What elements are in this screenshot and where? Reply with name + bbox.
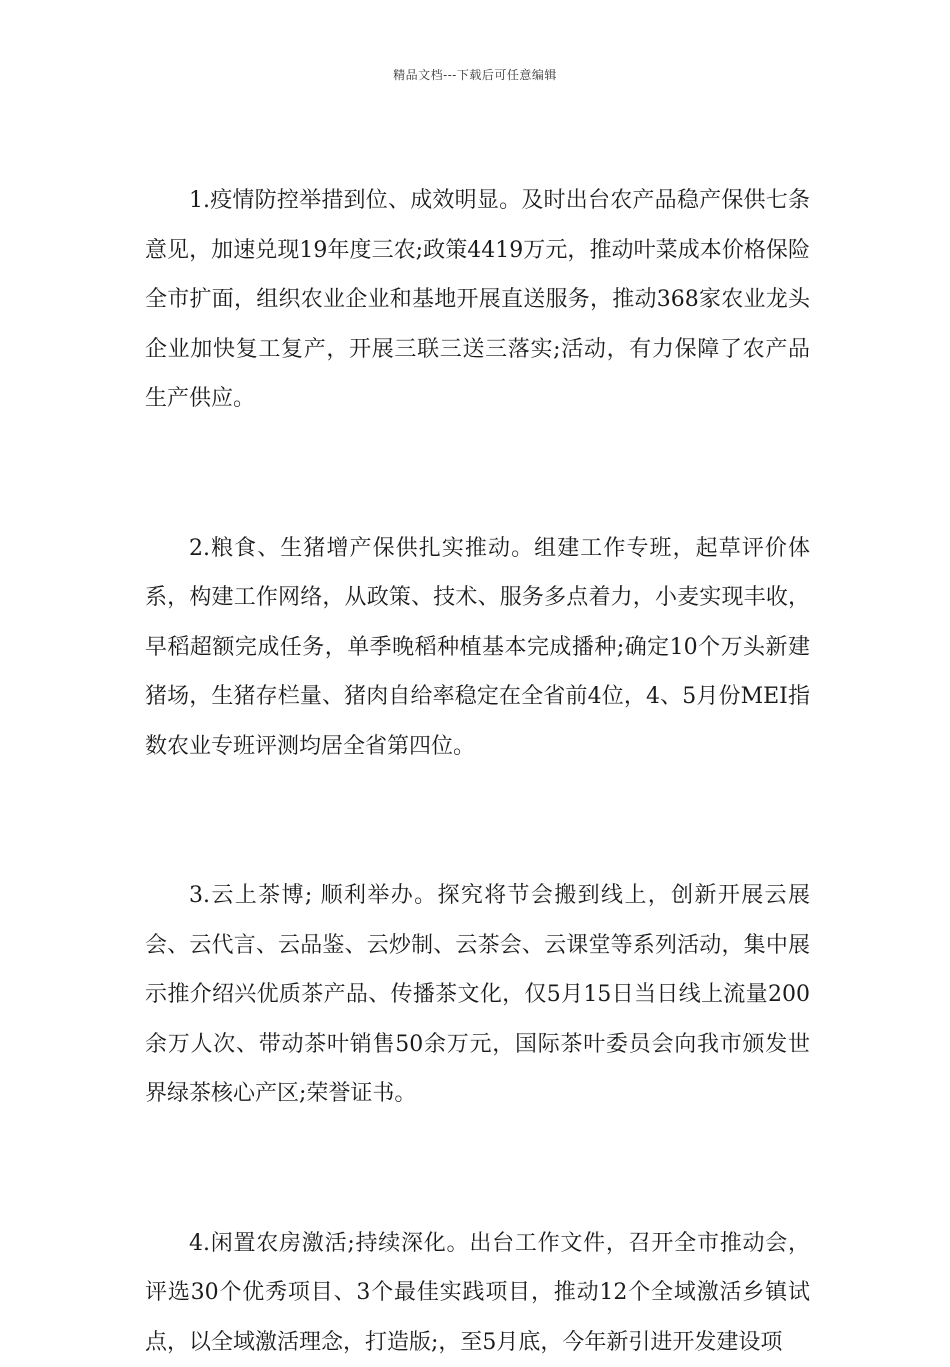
paragraph-3: 3.云上茶博; 顺利举办。探究将节会搬到线上，创新开展云展会、云代言、云品鉴、云炒制、云茶会、云课堂等系列活动，集中展示推介绍兴优质茶产品、传播茶文化，仅5月15日当日线上流量200余万人次、带动茶叶销售50余万元，国际茶叶委员会向我市颁发世界绿茶核心产区;荣誉证书。 <box>145 871 810 1119</box>
paragraph-2: 2.粮食、生猪增产保供扎实推动。组建工作专班，起草评价体系，构建工作网络，从政策、技术、服务多点着力，小麦实现丰收，早稻超额完成任务，单季晚稻种植基本完成播种;确定10个万头新建猪场，生猪存栏量、猪肉自给率稳定在全省前4位，4、5月份MEI指数农业专班评测均居全省第四位。 <box>145 524 810 772</box>
paragraph-4: 4.闲置农房激活;持续深化。出台工作文件，召开全市推动会，评选30个优秀项目、3个最佳实践项目，推动12个全域激活乡镇试点，以全域激活理念，打造版;，至5月底，今年新引进开发建设项 <box>145 1219 810 1367</box>
document-body <box>145 176 810 1367</box>
paragraph-1: 1.疫情防控举措到位、成效明显。及时出台农产品稳产保供七条意见，加速兑现19年度三农;政策4419万元，推动叶菜成本价格保险全市扩面，组织农业企业和基地开展直送服务，推动368家农业龙头企业加快复工复产，开展三联三送三落实;活动，有力保障了农产品生产供应。 <box>145 176 810 424</box>
page-header: 精品文档---下载后可任意编辑 <box>0 66 950 83</box>
